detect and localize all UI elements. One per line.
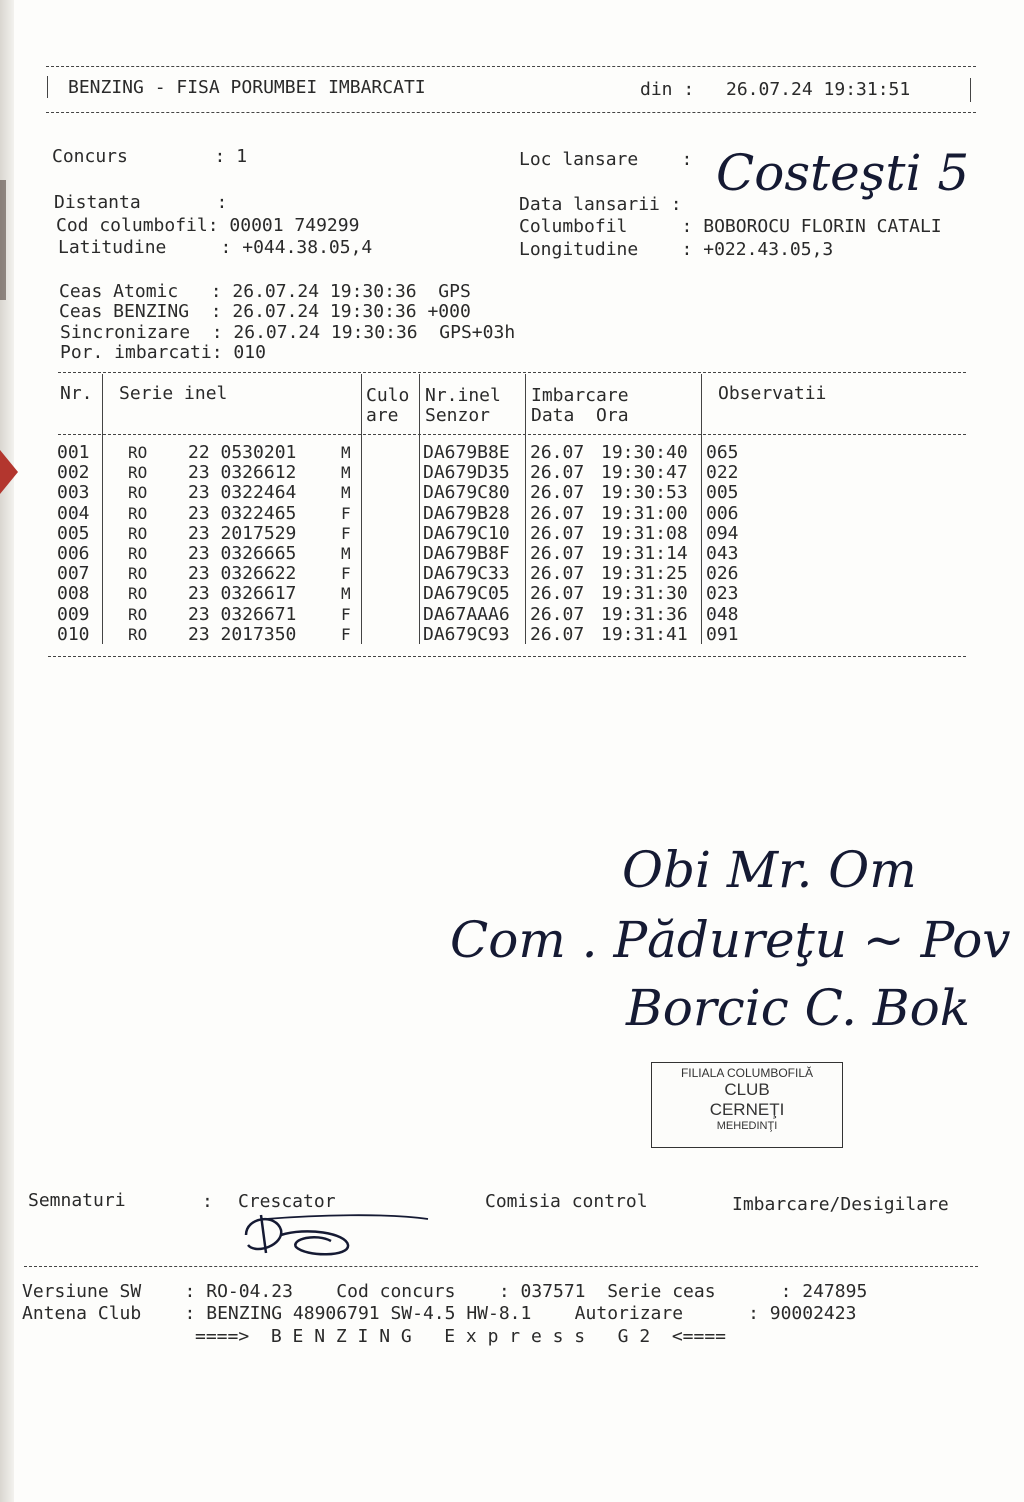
cell-sex: M <box>341 443 351 462</box>
cell-observatii: 023 <box>706 583 739 605</box>
loc-lansare-field: Loc lansare : <box>519 149 693 170</box>
table-col-divider <box>419 374 420 644</box>
cell-country: RO <box>128 443 148 462</box>
cell-ora: 19:31:25 <box>601 563 688 585</box>
ceas-benzing-field: Ceas BENZING : 26.07.24 19:30:36 +000 <box>59 301 471 322</box>
cell-senzor: DA679B8E <box>423 442 510 463</box>
table-col-divider <box>102 374 103 644</box>
cell-data: 26.07 <box>530 482 585 504</box>
handwritten-note-line-3: Borcic C. Bok <box>626 979 971 1037</box>
cell-observatii: 005 <box>706 482 739 504</box>
cell-country: RO <box>128 564 148 584</box>
cell-nr: 009 <box>57 603 90 625</box>
cell-ora: 19:31:30 <box>601 583 688 605</box>
cell-country: RO <box>128 604 148 624</box>
footer-antena-line: Antena Club : BENZING 48906791 SW-4.5 HW-8.1 Autorizare : 90002423 <box>22 1303 857 1324</box>
cell-serie: 23 0322464 <box>188 482 297 504</box>
cell-data: 26.07 <box>530 623 585 645</box>
col-header-observatii: Observatii <box>718 383 827 404</box>
cell-sex: F <box>341 624 351 644</box>
cell-serie: 23 0326622 <box>188 563 297 585</box>
distanta-field: Distanta : <box>54 192 228 213</box>
cell-serie: 23 2017350 <box>188 623 297 645</box>
table-col-divider <box>525 374 526 644</box>
cell-senzor: DA679C93 <box>423 623 510 645</box>
cell-observatii: 043 <box>706 543 739 564</box>
cell-senzor: DA679D35 <box>423 462 510 484</box>
cell-country: RO <box>128 523 148 543</box>
cell-sex: F <box>341 503 351 523</box>
cell-sex: F <box>341 564 351 584</box>
latitudine-field: Latitudine : +044.38.05,4 <box>58 237 373 258</box>
signatures-colon: : <box>202 1191 213 1212</box>
cell-nr: 003 <box>57 482 90 504</box>
header-date-label: din : <box>640 79 695 100</box>
stamp-line-3: CERNEŢI <box>709 1100 785 1119</box>
footer-versiune-line: Versiune SW : RO-04.23 Cod concurs : 037571 Serie ceas : 247895 <box>22 1281 868 1302</box>
col-header-nrinel: Nr.inel <box>425 385 501 406</box>
cell-observatii: 065 <box>706 442 739 463</box>
signature-crescator-label: Crescator <box>238 1191 336 1212</box>
cell-observatii: 006 <box>706 502 739 524</box>
header-date-value: 26.07.24 19:31:51 <box>726 79 911 100</box>
cell-country: RO <box>128 544 148 563</box>
cell-observatii: 048 <box>706 603 739 625</box>
handwritten-note-line-2: Com . Pădureţu ~ Pov <box>450 911 1011 969</box>
footer-brand-line: ====> B E N Z I N G E x p r e s s G 2 <==== <box>195 1326 727 1347</box>
cell-nr: 008 <box>57 583 90 605</box>
col-header-data-ora: Data Ora <box>531 405 629 426</box>
longitudine-field: Longitudine : +022.43.05,3 <box>519 239 834 260</box>
table-col-divider <box>701 374 702 644</box>
stamp-line-4: MEHEDINŢI <box>716 1120 778 1132</box>
cell-senzor: DA679C80 <box>423 482 510 504</box>
cell-sex: M <box>341 584 351 604</box>
cell-country: RO <box>128 483 148 503</box>
cell-data: 26.07 <box>530 522 585 544</box>
cell-serie: 23 0326612 <box>188 462 297 484</box>
data-lansarii-field: Data lansarii : <box>519 194 682 215</box>
cell-nr: 001 <box>57 442 90 463</box>
cell-ora: 19:30:53 <box>601 482 688 504</box>
cell-observatii: 026 <box>706 563 739 585</box>
cell-senzor: DA679C05 <box>423 583 510 605</box>
col-header-senzor: Senzor <box>425 405 491 426</box>
cell-sex: F <box>341 523 351 543</box>
cell-serie: 23 0326665 <box>188 543 297 564</box>
cell-observatii: 091 <box>706 623 739 645</box>
cell-data: 26.07 <box>530 583 585 605</box>
col-header-serie: Serie inel <box>119 383 228 404</box>
stamp-line-1: FILIALA COLUMBOFILĂ <box>680 1066 814 1080</box>
cell-senzor: DA679B8F <box>423 543 510 564</box>
club-stamp <box>651 1062 843 1148</box>
cell-data: 26.07 <box>530 543 585 564</box>
cell-serie: 22 0530201 <box>188 442 297 463</box>
cell-observatii: 022 <box>706 462 739 484</box>
cell-nr: 006 <box>57 543 90 564</box>
background-object <box>0 180 6 300</box>
document-title: BENZING - FISA PORUMBEI IMBARCATI <box>68 77 426 98</box>
cell-ora: 19:31:14 <box>601 543 688 564</box>
cell-country: RO <box>128 463 148 483</box>
header-border-left <box>47 76 48 98</box>
stamp-line-2: CLUB <box>724 1080 770 1099</box>
table-border-top <box>58 372 966 373</box>
cell-senzor: DA679C33 <box>423 563 510 585</box>
cell-serie: 23 2017529 <box>188 522 297 544</box>
cell-ora: 19:31:08 <box>601 522 688 544</box>
header-border-bottom <box>46 112 976 113</box>
table-header-divider <box>58 434 966 435</box>
cell-data: 26.07 <box>530 462 585 484</box>
cell-senzor: DA679C10 <box>423 522 510 544</box>
cell-senzor: DA679B28 <box>423 502 510 524</box>
columbofil-field: Columbofil : BOBOROCU FLORIN CATALI <box>519 216 942 237</box>
cell-nr: 004 <box>57 502 90 524</box>
cod-columbofil-field: Cod columbofil: 00001 749299 <box>56 215 360 236</box>
sincronizare-field: Sincronizare : 26.07.24 19:30:36 GPS+03h <box>60 322 516 343</box>
handwritten-note-line-1: Obi Mr. Om <box>622 841 917 899</box>
cell-senzor: DA67AAA6 <box>423 603 510 625</box>
cell-serie: 23 0326617 <box>188 583 297 605</box>
cell-observatii: 094 <box>706 522 739 544</box>
header-border-right <box>970 78 971 102</box>
table-border-bottom <box>48 656 966 657</box>
cell-ora: 19:31:36 <box>601 603 688 625</box>
cell-country: RO <box>128 503 148 523</box>
cell-ora: 19:31:00 <box>601 502 688 524</box>
background-object <box>0 450 18 494</box>
handwritten-signature <box>236 1205 436 1265</box>
signatures-label: Semnaturi <box>28 1190 126 1211</box>
footer-divider <box>24 1266 978 1267</box>
col-header-nr: Nr. <box>60 383 93 404</box>
concurs-field: Concurs : 1 <box>52 146 248 167</box>
cell-sex: F <box>341 604 351 624</box>
cell-country: RO <box>128 624 148 644</box>
signature-imbarcare-label: Imbarcare/Desigilare <box>732 1194 949 1215</box>
cell-nr: 010 <box>57 623 90 645</box>
cell-country: RO <box>128 584 148 604</box>
table-col-divider <box>361 374 362 644</box>
cell-data: 26.07 <box>530 603 585 625</box>
header-border-top <box>46 66 976 67</box>
cell-sex: M <box>341 463 351 483</box>
cell-data: 26.07 <box>530 442 585 463</box>
cell-serie: 23 0326671 <box>188 603 297 625</box>
col-header-culoare: Culo <box>366 385 410 406</box>
cell-nr: 002 <box>57 462 90 484</box>
ceas-atomic-field: Ceas Atomic : 26.07.24 19:30:36 GPS <box>59 281 471 302</box>
cell-sex: M <box>341 544 351 563</box>
handwritten-location: Costeşti 5 <box>716 144 970 202</box>
col-header-culoare-2: are <box>366 405 399 426</box>
cell-data: 26.07 <box>530 563 585 585</box>
cell-nr: 007 <box>57 563 90 585</box>
cell-serie: 23 0322465 <box>188 502 297 524</box>
cell-data: 26.07 <box>530 502 585 524</box>
cell-ora: 19:30:47 <box>601 462 688 484</box>
cell-ora: 19:31:41 <box>601 623 688 645</box>
porumbei-imbarcati-field: Por. imbarcati: 010 <box>60 342 266 363</box>
cell-sex: M <box>341 483 351 503</box>
signature-comisia-label: Comisia control <box>485 1191 648 1212</box>
col-header-imbarcare: Imbarcare <box>531 385 629 406</box>
cell-ora: 19:30:40 <box>601 442 688 463</box>
cell-nr: 005 <box>57 522 90 544</box>
